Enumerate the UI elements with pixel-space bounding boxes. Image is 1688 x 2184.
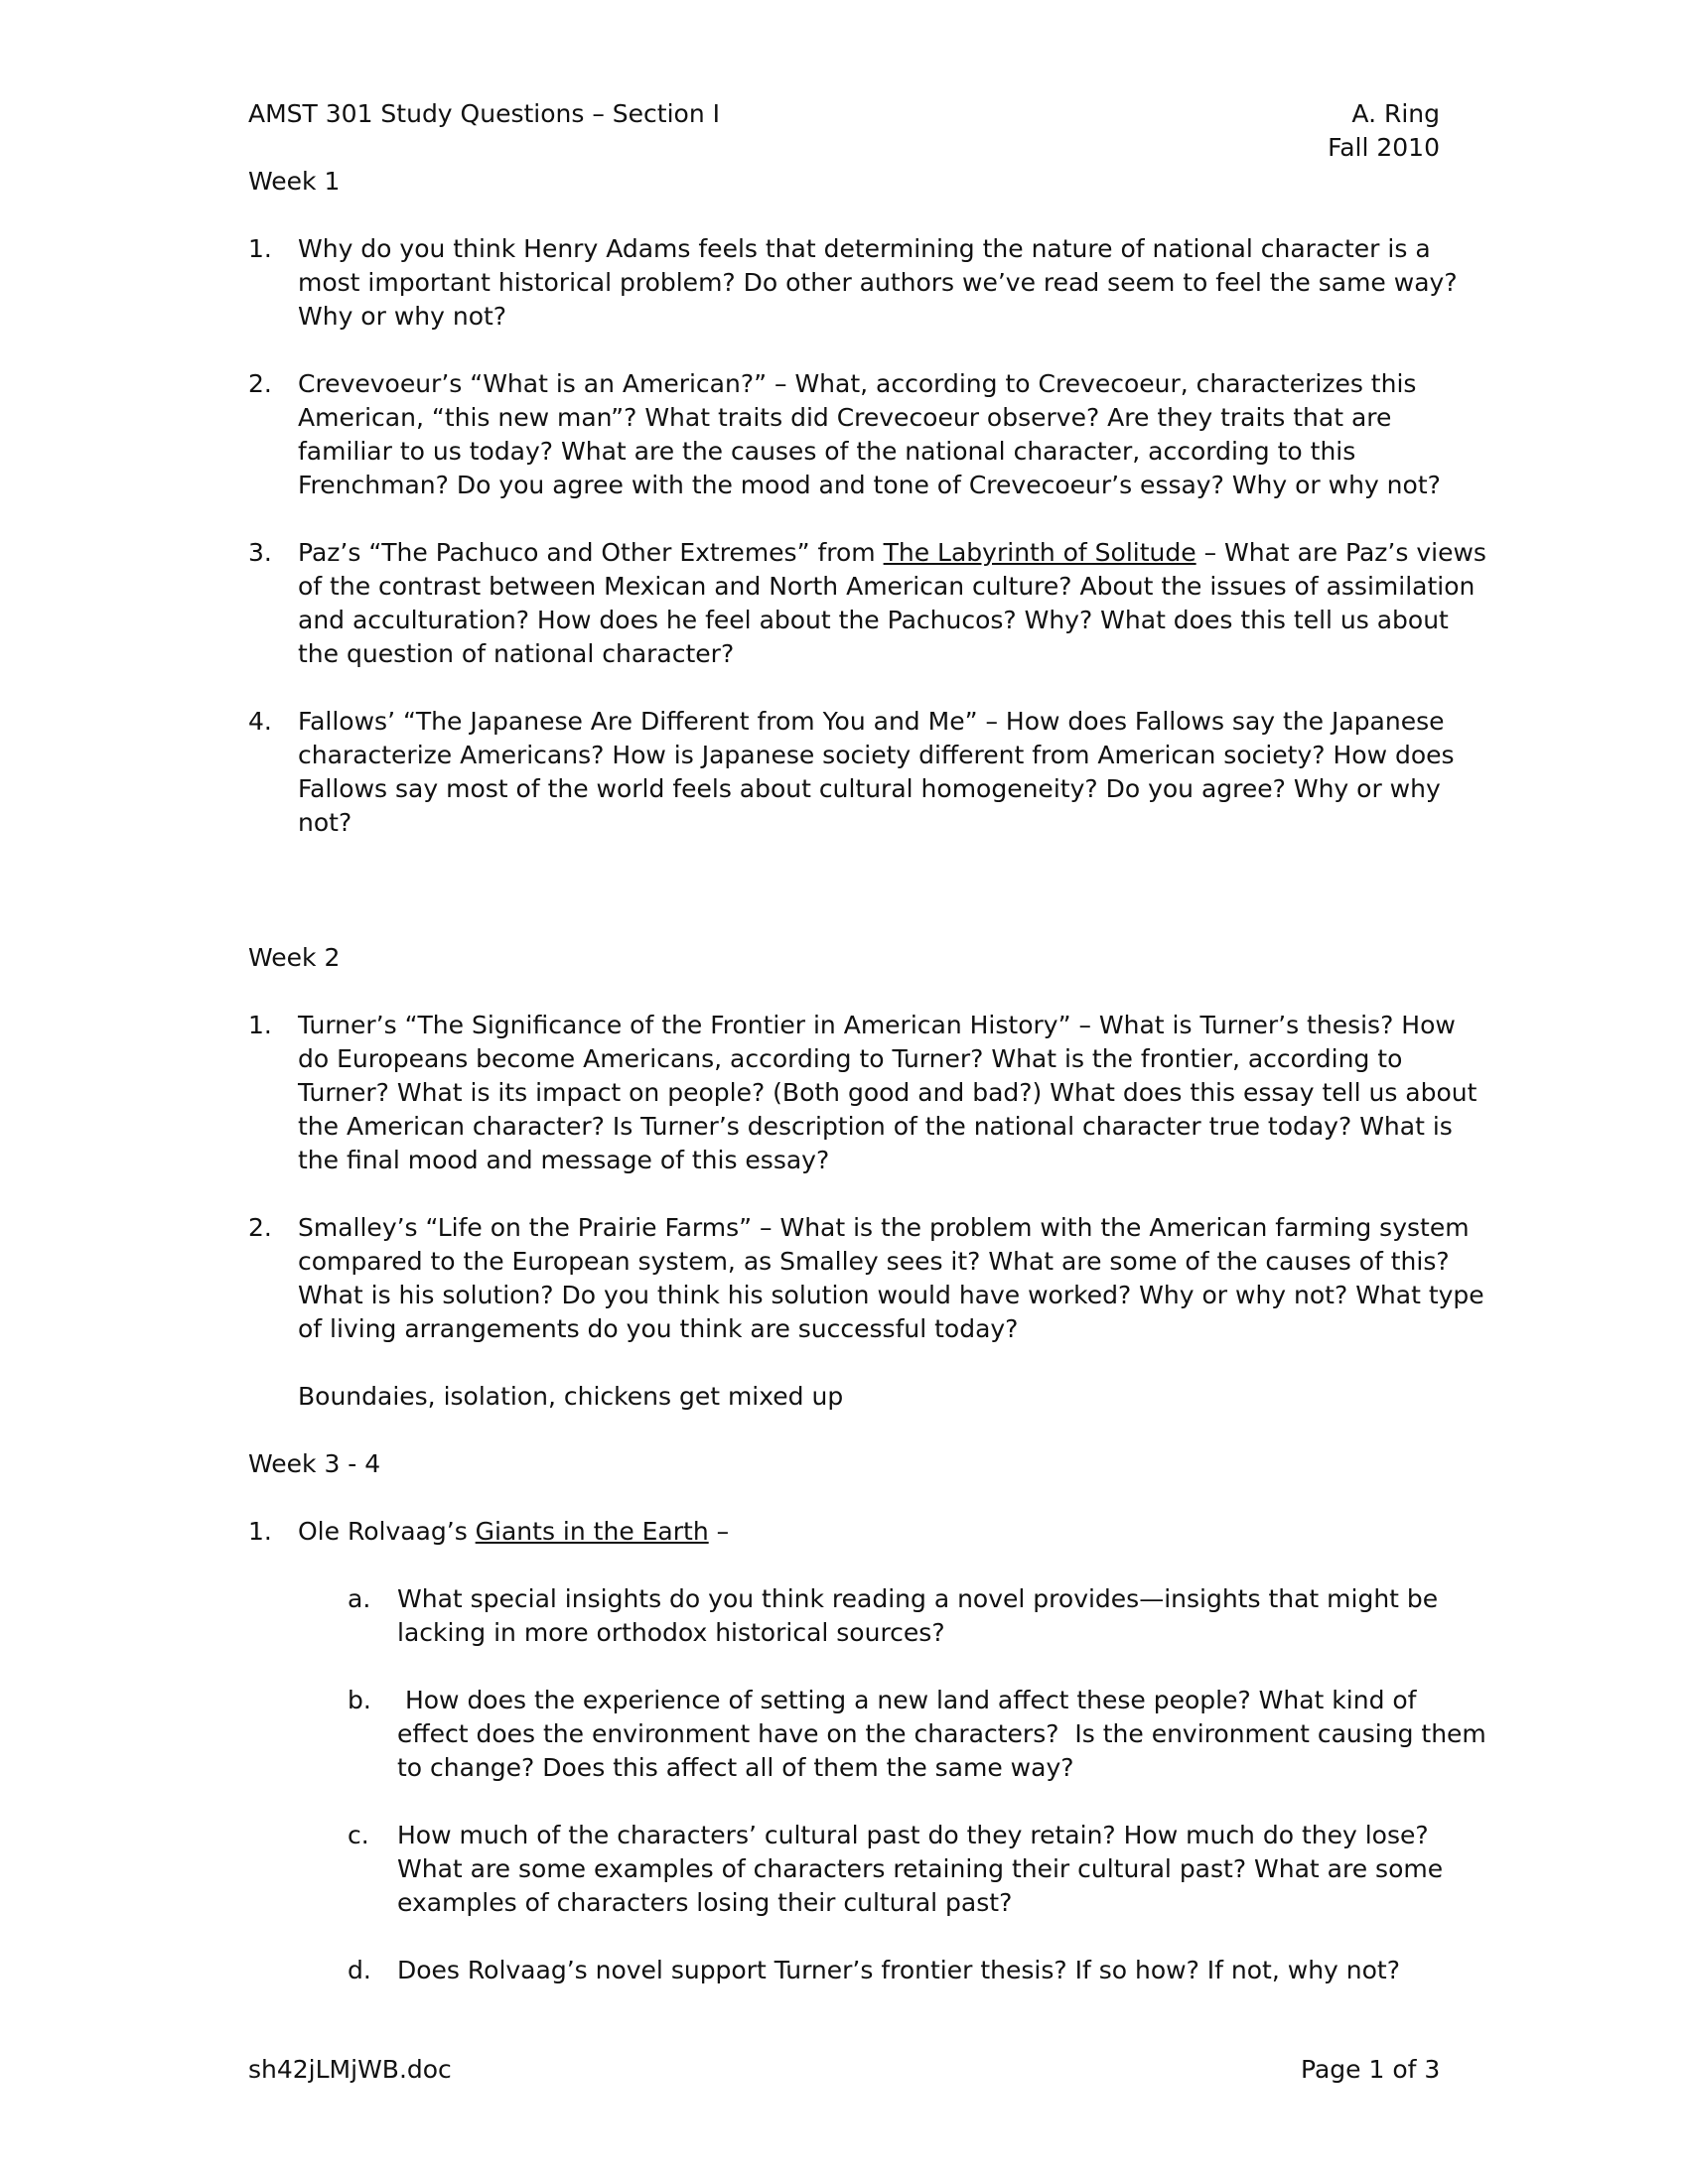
week-3-4-heading: Week 3 - 4 [248,1449,381,1478]
subquestion-text: How much of the characters’ cultural past do they retain? How much do they lose? What are some examples of characters retaining their cultural past? What are some examples of characters losing their cultural past? [397,1821,1444,1917]
week-1-heading: Week 1 [248,167,341,196]
subquestion-item [248,1684,1494,1785]
question-text: Fallows’ “The Japanese Are Different from You and Me” – How does Fallows say the Japanese characterize Americans? How is Japanese society different from American society? How does Fallows say most of the world feels about cultural homogeneity? Do you agree? Why or why not? [298,707,1455,837]
question-item [248,1515,1489,1549]
term: Fall 2010 [1328,133,1440,162]
question-number: 2. [248,1213,272,1242]
subquestion-letter: d. [348,1956,371,1984]
question-text: – What are Paz’s views of the contrast between Mexican and North American culture? About the issues of assimilation and acculturation? How does he feel about the Pachucos? Why? What does this tell us about the question of national character? [298,538,1486,668]
header-meta [1328,97,1440,165]
week-2-section [248,941,1489,1414]
subquestion-letter: b. [348,1686,371,1714]
question-text: Crevevoeur’s “What is an American?” – What, according to Crevecoeur, characterizes this American, “this new man”? What traits did Crevecoeur observe? Are they traits that are familiar to us today? What are the causes of the national character, according to this Frenchman? Do you agree with the mood and tone of Crevecoeur’s essay? Why or why not? [298,369,1441,499]
week-1-section [248,165,1489,840]
subquestion-letter: c. [348,1821,369,1849]
question-item [248,1009,1489,1177]
question-item [248,367,1489,502]
question-number: 1. [248,1517,272,1546]
week-3-4-section [248,1447,1494,1987]
question-number: 1. [248,234,272,263]
footer-filename: sh42jLMjWB.doc [248,2055,452,2084]
question-item [248,705,1489,840]
question-text: Turner’s “The Significance of the Frontier in American History” – What is Turner’s thesis? How do Europeans become Americans, according to Turner? What is the frontier, according to Turner? What is its impact on people? (Both good and bad?) What does this essay tell us about the American character? Is Turner’s description of the national character true today? What is the final mood and message of this essay? [298,1011,1477,1174]
question-text: – [708,1517,730,1546]
question-item [248,1211,1489,1346]
question-number: 1. [248,1011,272,1039]
instructor-name: A. Ring [1351,99,1440,128]
subquestion-text: How does the experience of setting a new land affect these people? What kind of effect does the environment have on the characters? Is the environment causing them to change? Does this affect all of them the same way? [397,1686,1494,1782]
book-title: The Labyrinth of Solitude [883,538,1196,567]
week-2-heading: Week 2 [248,943,341,972]
question-number: 2. [248,369,272,398]
question-item [248,536,1489,671]
question-text: Why do you think Henry Adams feels that determining the nature of national character is a most important historical problem? Do other authors we’ve read seem to feel the same way? Why or why not? [298,234,1458,331]
book-title: Giants in the Earth [475,1517,709,1546]
subquestion-item [248,1819,1489,1920]
subquestion-item [248,1954,1489,1987]
subquestion-item [248,1582,1489,1650]
handwritten-note: Boundaies, isolation, chickens get mixed up [298,1382,844,1411]
subquestion-letter: a. [348,1584,371,1613]
question-text: Smalley’s “Life on the Prairie Farms” – What is the problem with the American farming system compared to the European system, as Smalley sees it? What are some of the causes of this? What is his solution? Do you think his solution would have worked? Why or why not? What type of living arrangements do you think are successful today? [298,1213,1484,1343]
question-text-intro: Paz’s “The Pachuco and Other Extremes” from [298,538,884,567]
page-header [248,97,1489,165]
footer-page-number: Page 1 of 3 [1301,2055,1441,2084]
question-number: 3. [248,538,272,567]
question-number: 4. [248,707,272,736]
subquestion-text: What special insights do you think reading a novel provides—insights that might be lacking in more orthodox historical sources? [397,1584,1439,1647]
document-page [248,97,1494,1987]
document-title: AMST 301 Study Questions – Section I [248,99,720,128]
subquestion-text: Does Rolvaag’s novel support Turner’s frontier thesis? If so how? If not, why not? [397,1956,1400,1984]
question-item [248,232,1489,334]
question-text-intro: Ole Rolvaag’s [298,1517,476,1546]
